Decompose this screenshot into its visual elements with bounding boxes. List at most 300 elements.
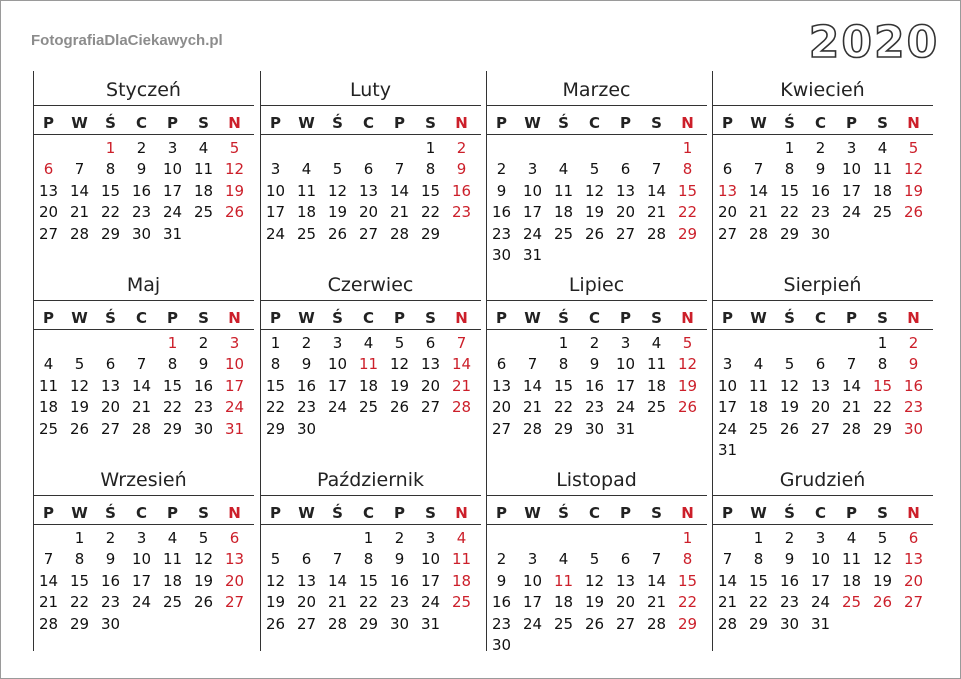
calendar-day: 19 [389,376,410,395]
calendar-day: 28 [522,419,543,438]
calendar-day: 24 [327,398,348,417]
calendar-day: 25 [162,593,183,612]
calendar-day: 14 [38,571,59,590]
month-block [33,270,254,438]
calendar-day: 6 [105,355,116,374]
calendar-day: 31 [615,419,636,438]
calendar-day: 11 [872,160,893,179]
calendar-day: 4 [558,550,569,569]
calendar-day: 17 [717,398,738,417]
calendar-day: 6 [815,355,826,374]
holiday-day: 11 [451,550,472,569]
weekday-rule [486,524,707,525]
calendar-day: 6 [496,355,507,374]
month-block [260,465,481,633]
calendar-day: 16 [131,181,152,200]
calendar-day: 6 [620,550,631,569]
calendar-day: 22 [100,203,121,222]
calendar-day: 24 [522,224,543,243]
weekday-label: P [167,504,178,522]
calendar-day: 1 [74,529,85,547]
calendar-day: 7 [136,355,147,374]
calendar-day: 25 [358,398,379,417]
calendar-day: 17 [265,203,286,222]
weekday-label: Ś [332,504,343,522]
calendar-day: 14 [646,571,667,590]
calendar-day: 10 [265,181,286,200]
month-title-rule [712,105,933,106]
calendar-day: 11 [296,181,317,200]
holiday-day: 2 [456,139,467,157]
weekday-label: W [298,309,315,327]
weekday-label: S [651,114,662,132]
calendar-day: 20 [358,203,379,222]
holiday-day: 1 [682,139,693,157]
weekday-label: P [620,114,631,132]
calendar-day: 12 [389,355,410,374]
calendar-day: 22 [69,593,90,612]
holiday-day: 20 [224,571,245,590]
calendar-day: 7 [43,550,54,569]
calendar-day: 6 [722,160,733,179]
calendar-day: 20 [615,593,636,612]
calendar-day: 10 [327,355,348,374]
weekday-label: Ś [558,309,569,327]
month-title-rule [260,300,481,301]
holiday-day: 1 [167,334,178,352]
calendar-day: 4 [43,355,54,374]
weekday-label: W [524,114,541,132]
calendar-day: 15 [265,376,286,395]
holiday-day: 29 [677,614,698,633]
weekday-label: W [750,309,767,327]
calendar-day: 13 [420,355,441,374]
weekday-header [486,308,707,328]
holiday-day: 26 [677,398,698,417]
calendar-day: 14 [748,181,769,200]
weekday-label: S [425,114,436,132]
calendar-day: 26 [69,419,90,438]
calendar-day: 11 [162,550,183,569]
holiday-day: 24 [224,398,245,417]
month-title-rule [712,495,933,496]
calendar-day: 13 [491,376,512,395]
weekday-label: Ś [784,309,795,327]
holiday-day: 25 [841,593,862,612]
calendar-day: 4 [167,529,178,547]
weekday-label: P [394,309,405,327]
calendar-day: 14 [646,181,667,200]
calendar-day: 22 [872,398,893,417]
year-title [808,15,940,68]
calendar-day: 12 [69,376,90,395]
holiday-day: 21 [451,376,472,395]
calendar-day: 3 [425,529,436,547]
weekday-label: N [907,114,920,132]
holiday-day: 19 [903,181,924,200]
weekday-label: P [496,114,507,132]
calendar-day: 21 [131,398,152,417]
holiday-day: 9 [456,160,467,179]
month-title: Kwiecień [780,79,865,101]
weekday-label: Ś [332,309,343,327]
calendar-day: 18 [646,376,667,395]
calendar-day: 2 [105,529,116,547]
calendar-day: 17 [420,571,441,590]
weekday-label: Ś [784,504,795,522]
month-title: Lipiec [568,274,625,296]
calendar-day: 18 [553,203,574,222]
month-title-rule [33,495,254,496]
weekday-label: C [588,114,600,132]
calendar-day: 30 [779,614,800,633]
calendar-day: 2 [496,160,507,179]
holiday-day: 11 [553,571,574,590]
calendar-day: 28 [841,419,862,438]
month-title-rule [260,105,481,106]
calendar-day: 2 [589,334,600,352]
calendar-day: 23 [296,398,317,417]
calendar-day: 27 [358,224,379,243]
holiday-day: 5 [682,334,693,352]
calendar-day: 24 [420,593,441,612]
calendar-day: 17 [327,376,348,395]
weekday-label: C [362,309,374,327]
calendar-day: 5 [589,550,600,569]
weekday-label: N [455,114,468,132]
calendar-day: 15 [779,181,800,200]
weekday-label: C [135,309,147,327]
weekday-header [33,308,254,328]
calendar-day: 10 [131,550,152,569]
calendar-day: 13 [296,571,317,590]
calendar-day: 4 [301,160,312,179]
calendar-day: 20 [296,593,317,612]
calendar-day: 21 [748,203,769,222]
calendar-day: 1 [753,529,764,547]
month-title-rule [486,495,707,496]
weekday-label: P [722,114,733,132]
holiday-day: 19 [677,376,698,395]
weekday-label: N [228,114,241,132]
weekday-label: S [877,309,888,327]
calendar-day: 14 [522,376,543,395]
calendar-day: 28 [69,224,90,243]
weekday-label: P [43,309,54,327]
weekday-label: P [43,504,54,522]
calendar-day: 24 [265,224,286,243]
calendar-day: 13 [810,376,831,395]
weekday-label: C [362,114,374,132]
calendar-day: 14 [717,571,738,590]
month-title: Wrzesień [100,469,187,491]
calendar-day: 18 [162,571,183,590]
holiday-day: 16 [451,181,472,200]
holiday-day: 20 [903,571,924,590]
calendar-day: 27 [420,398,441,417]
month-block [33,465,254,633]
holiday-day: 12 [903,160,924,179]
calendar-day: 23 [491,614,512,633]
holiday-day: 23 [451,203,472,222]
calendar-day: 30 [584,419,605,438]
weekday-label: W [71,504,88,522]
weekday-label: W [71,309,88,327]
calendar-day: 5 [784,355,795,374]
calendar-day: 18 [748,398,769,417]
calendar-day: 17 [615,376,636,395]
holiday-day: 23 [903,398,924,417]
calendar-day: 17 [841,181,862,200]
weekday-label: W [524,504,541,522]
calendar-day: 3 [815,529,826,547]
month-title: Październik [316,469,425,491]
weekday-label: Ś [105,309,116,327]
calendar-day: 27 [38,224,59,243]
calendar-day: 22 [553,398,574,417]
month-title-rule [486,105,707,106]
calendar-day: 3 [270,160,281,179]
calendar-day: 2 [136,139,147,157]
weekday-label: N [681,114,694,132]
month-block [486,75,707,264]
holiday-day: 13 [224,550,245,569]
weekday-rule [260,329,481,330]
calendar-day: 12 [265,571,286,590]
calendar-day: 9 [496,571,507,590]
weekday-label: C [588,504,600,522]
calendar-day: 6 [363,160,374,179]
month-block [712,465,933,633]
calendar-day: 4 [198,139,209,157]
weekday-rule [260,134,481,135]
calendar-day: 13 [38,181,59,200]
calendar-day: 27 [810,419,831,438]
weekday-header [486,503,707,523]
calendar-day: 3 [846,139,857,157]
weekday-label: S [198,504,209,522]
calendar-day: 15 [553,376,574,395]
weekday-label: P [43,114,54,132]
calendar-day: 15 [69,571,90,590]
weekday-label: S [198,114,209,132]
calendar-day: 8 [363,550,374,569]
calendar-day: 28 [748,224,769,243]
calendar-day: 4 [877,139,888,157]
calendar-day: 3 [722,355,733,374]
month-block [486,465,707,654]
calendar-day: 11 [193,160,214,179]
calendar-day: 13 [615,571,636,590]
holiday-day: 30 [903,419,924,438]
holiday-day: 4 [456,529,467,547]
calendar-day: 19 [779,398,800,417]
calendar-day: 5 [332,160,343,179]
holiday-day: 13 [903,550,924,569]
calendar-day: 1 [784,139,795,157]
holiday-day: 6 [43,160,54,179]
weekday-rule [486,329,707,330]
weekday-header [260,503,481,523]
calendar-day: 8 [74,550,85,569]
weekday-rule [33,134,254,135]
month-block [33,75,254,243]
calendar-day: 7 [846,355,857,374]
weekday-label: P [270,114,281,132]
holiday-day: 15 [677,181,698,200]
calendar-day: 24 [131,593,152,612]
calendar-day: 27 [296,614,317,633]
calendar-day: 9 [496,181,507,200]
calendar-day: 15 [100,181,121,200]
site-name: FotografiaDlaCiekawych.pl [31,32,223,49]
calendar-day: 22 [265,398,286,417]
calendar-day: 7 [74,160,85,179]
weekday-label: N [907,309,920,327]
calendar-day: 7 [394,160,405,179]
calendar-day: 20 [420,376,441,395]
calendar-day: 17 [810,571,831,590]
weekday-label: P [846,504,857,522]
calendar-day: 29 [265,419,286,438]
holiday-day: 6 [908,529,919,547]
calendar-day: 20 [491,398,512,417]
calendar-day: 8 [105,160,116,179]
holiday-day: 16 [903,376,924,395]
weekday-label: W [750,504,767,522]
weekday-label: P [270,309,281,327]
weekday-label: P [620,504,631,522]
calendar-day: 18 [296,203,317,222]
calendar-day: 21 [327,593,348,612]
calendar-day: 20 [100,398,121,417]
calendar-day: 17 [162,181,183,200]
calendar-day: 22 [162,398,183,417]
calendar-day: 6 [425,334,436,352]
calendar-day: 20 [810,398,831,417]
calendar-day: 6 [620,160,631,179]
calendar-day: 4 [651,334,662,352]
calendar-day: 31 [162,224,183,243]
calendar-day: 26 [389,398,410,417]
calendar-day: 13 [100,376,121,395]
weekday-label: S [877,114,888,132]
calendar-day: 17 [522,593,543,612]
calendar-day: 18 [38,398,59,417]
weekday-label: N [907,504,920,522]
month-title: Czerwiec [327,274,414,296]
holiday-day: 12 [224,160,245,179]
weekday-label: P [270,504,281,522]
calendar-day: 20 [38,203,59,222]
weekday-label: C [588,309,600,327]
calendar-day: 29 [100,224,121,243]
calendar-day: 30 [810,224,831,243]
holiday-day: 14 [451,355,472,374]
month-title: Grudzień [779,469,866,491]
holiday-day: 28 [451,398,472,417]
holiday-day: 9 [908,355,919,374]
calendar-day: 29 [553,419,574,438]
calendar-day: 29 [420,224,441,243]
calendar-day: 16 [584,376,605,395]
calendar-day: 25 [38,419,59,438]
calendar-day: 30 [389,614,410,633]
weekday-label: W [298,504,315,522]
calendar-day: 10 [420,550,441,569]
weekday-label: C [814,114,826,132]
calendar-day: 19 [193,571,214,590]
weekday-label: Ś [105,114,116,132]
calendar-day: 27 [615,224,636,243]
holiday-day: 25 [451,593,472,612]
calendar-day: 30 [491,636,512,654]
weekday-rule [33,329,254,330]
calendar-day: 4 [846,529,857,547]
calendar-day: 16 [779,571,800,590]
weekday-label: P [167,309,178,327]
calendar-day: 31 [420,614,441,633]
calendar-day: 18 [872,181,893,200]
holiday-day: 26 [903,203,924,222]
calendar-day: 2 [394,529,405,547]
calendar-day: 30 [100,614,121,633]
weekday-header [712,503,933,523]
calendar-day: 24 [615,398,636,417]
calendar-day: 10 [615,355,636,374]
calendar-day: 8 [270,355,281,374]
calendar-day: 7 [527,355,538,374]
holiday-day: 22 [677,593,698,612]
calendar-day: 1 [877,334,888,352]
calendar-day: 3 [167,139,178,157]
calendar-day: 27 [491,419,512,438]
weekday-label: P [846,114,857,132]
holiday-day: 22 [677,203,698,222]
calendar-day: 21 [38,593,59,612]
calendar-day: 7 [753,160,764,179]
weekday-header [33,503,254,523]
holiday-day: 31 [224,419,245,438]
holiday-day: 1 [105,139,116,157]
calendar-day: 26 [193,593,214,612]
month-title-rule [486,300,707,301]
month-block [712,75,933,243]
weekday-label: C [135,114,147,132]
calendar-day: 29 [358,614,379,633]
calendar-day: 4 [558,160,569,179]
calendar-day: 11 [38,376,59,395]
calendar-day: 22 [748,593,769,612]
calendar-day: 3 [527,550,538,569]
calendar-day: 24 [522,614,543,633]
calendar-day: 28 [646,614,667,633]
holiday-day: 8 [682,160,693,179]
weekday-rule [260,524,481,525]
calendar-day: 25 [553,614,574,633]
calendar-day: 9 [815,160,826,179]
weekday-label: P [394,114,405,132]
calendar-day: 19 [872,571,893,590]
weekday-label: S [425,504,436,522]
calendar-day: 24 [810,593,831,612]
weekday-label: Ś [558,114,569,132]
weekday-label: N [228,309,241,327]
weekday-label: P [496,309,507,327]
holiday-day: 12 [677,355,698,374]
calendar-day: 31 [522,246,543,264]
weekday-header [33,113,254,133]
